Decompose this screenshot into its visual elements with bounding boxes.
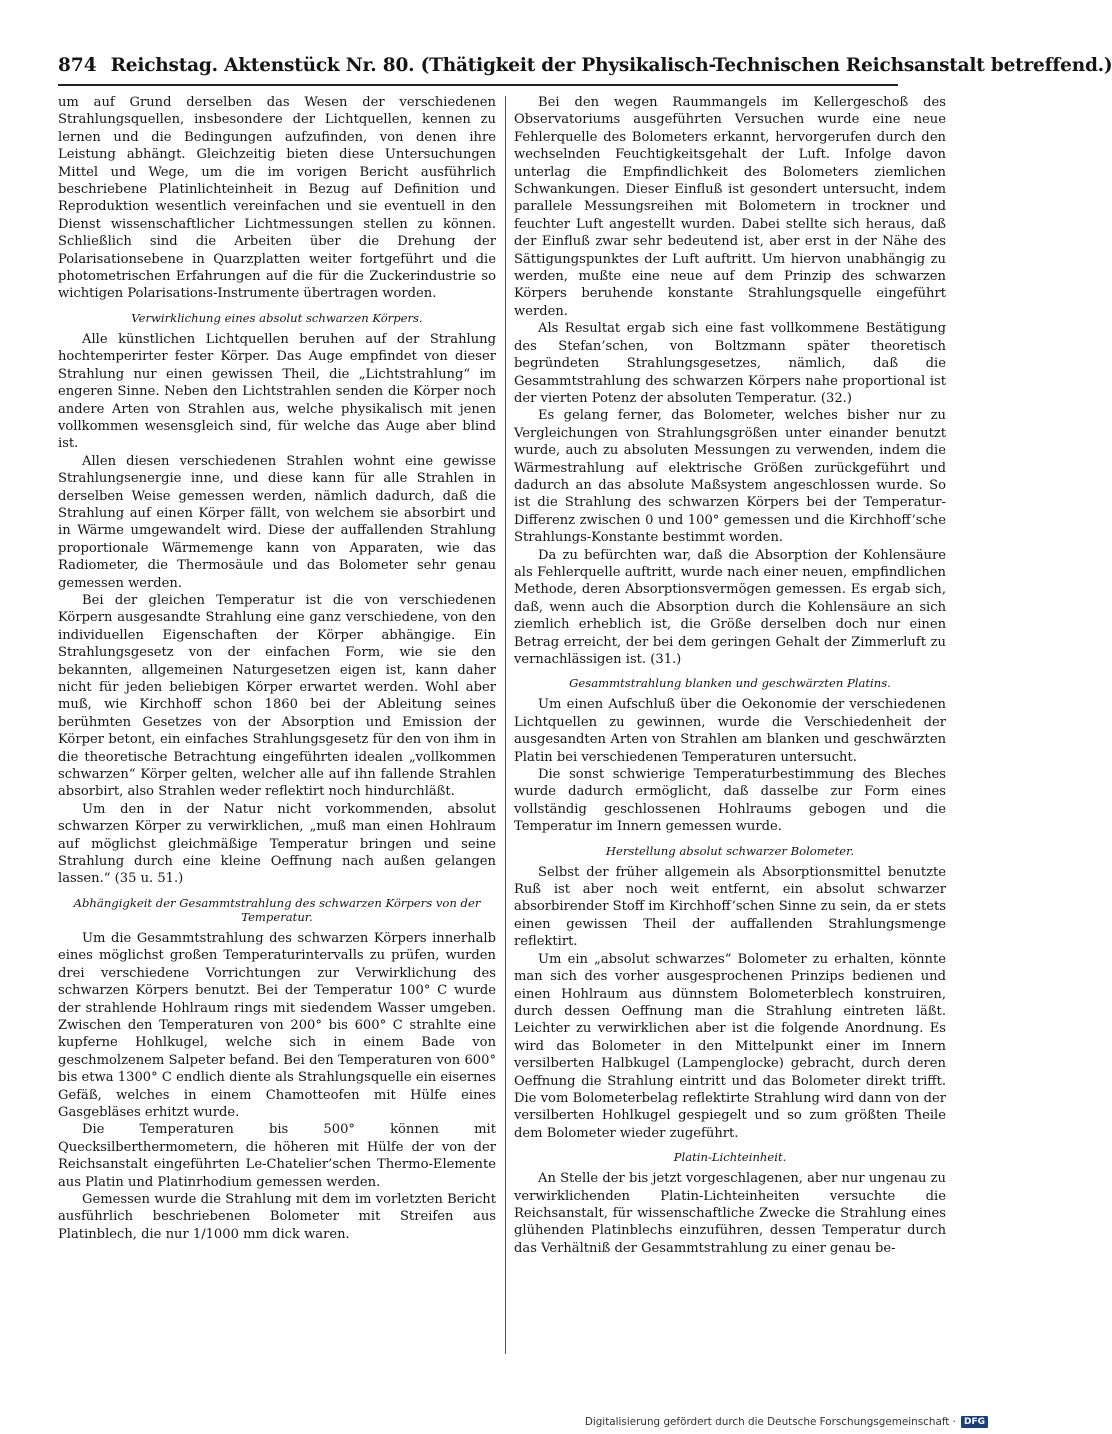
paragraph: Gemessen wurde die Strahlung mit dem im vorletzten Bericht ausführlich beschriebenen Bolometer mit Streifen aus Platinblech, die nur 1/1000 mm dick waren. (58, 1191, 496, 1242)
paragraph: Um den in der Natur nicht vorkommenden, absolut schwarzen Körper zu verwirklichen, „muß man einen Hohlraum auf möglichst gleichmäßige Temperatur bringen und seine Strahlung durch eine kleine Oeffnung nach außen gelangen lassen.“ (35 u. 51.) (58, 801, 496, 887)
paragraph: Bei den wegen Raummangels im Kellergeschoß des Observatoriums ausgeführten Versuchen wurde eine neue Fehlerquelle des Bolometers erkannt, hervorgerufen durch den wechselnden Feuchtigkeitsgehalt der Luft. Infolge davon unterlag die Empfindlichkeit des Bolometers ziemlichen Schwankungen. Dieser Einfluß ist gesondert untersucht, indem parallele Messungsreihen mit Bolometern in trockner und feuchter Luft angestellt wurden. Dabei stellte sich heraus, daß der Einfluß zwar sehr bedeutend ist, aber erst in der Nähe des Sättigungspunktes der Luft auftritt. Um hiervon unabhängig zu werden, mußte eine neue auf dem Prinzip des schwarzen Körpers beruhende konstante Strahlungsquelle eingeführt werden. (514, 95, 946, 319)
section-heading: Verwirklichung eines absolut schwarzen Körpers. (131, 310, 423, 325)
paragraph: Selbst der früher allgemein als Absorptionsmittel benutzte Ruß ist aber noch weit entfernt, ein absolut schwarzer absorbirender Stoff im Kirchhoff’schen Sinne zu sein, da er stets einen gewissen Theil der auffallenden Strahlungsmenge reflektirt. (514, 864, 946, 950)
running-header (58, 46, 1112, 86)
right-column (514, 94, 946, 1358)
paragraph: Um ein „absolut schwarzes“ Bolometer zu erhalten, könnte man sich des vorher ausgesprochenen Prinzips bedienen und einen Hohlraum aus dünnstem Bolometerblech konstruiren, durch dessen Oeffnung man die Strahlung eintreten läßt. Leichter zu verwirklichen aber ist die folgende Anordnung. Es wird das Bolometer in den Mittelpunkt einer im Innern versilberten Halbkugel (Lampenglocke) gebracht, durch deren Oeffnung die Strahlung eintritt und das Bolometer direkt trifft. Die vom Bolometerbelag reflektirte Strahlung wird dann von der versilberten Hohlkugel gespiegelt und so zum größten Theile dem Bolometer wieder zugeführt. (514, 951, 946, 1141)
paragraph: Es gelang ferner, das Bolometer, welches bisher nur zu Vergleichungen von Strahlungsgrößen unter einander benutzt wurde, auch zu absoluten Messungen zu verwenden, indem die Wärmestrahlung auf elektrische Größen zurückgeführt und dadurch an das absolute Maßsystem angeschlossen wurde. So ist die Strahlung des schwarzen Körpers bei der Temperatur-Differenz zwischen 0 und 100° gemessen und die Kirchhoff’sche Strahlungs-Konstante bestimmt worden. (514, 408, 946, 546)
paragraph: An Stelle der bis jetzt vorgeschlagenen, aber nur ungenau zu verwirklichenden Platin-Lichteinheiten versuchte die Reichsanstalt, für wissenschaftliche Zwecke die Strahlung eines glühenden Platinblechs einzuführen, dessen Temperatur durch das Verhältniß der Gesammtstrahlung zu einer genau be- (514, 1171, 946, 1256)
footer-credit: Digitalisierung gefördert durch die Deutsche Forschungsgemeinschaft · (584, 1416, 956, 1428)
section-heading: Gesammtstrahlung blanken und geschwärzten Platins. (569, 676, 891, 691)
section-heading: Herstellung absolut schwarzer Bolometer. (605, 843, 855, 858)
dfg-logo: DFG (961, 1416, 988, 1428)
paragraph: Als Resultat ergab sich eine fast vollkommene Bestätigung des Stefan’schen, von Boltzmann später theoretisch begründeten Strahlungsgesetzes, nämlich, daß die Gesammtstrahlung des schwarzen Körpers nahe proportional ist der vierten Potenz der absoluten Temperatur. (32.) (514, 321, 946, 406)
page-number: 874 (58, 54, 97, 76)
section-heading: Abhängigkeit der Gesammtstrahlung des schwarzen Körpers von der Temperatur. (73, 895, 481, 924)
paragraph: Alle künstlichen Lichtquellen beruhen auf der Strahlung hochtemperirter fester Körper. Das Auge empfindet von dieser Strahlung nur einen gewissen Theil, die „Lichtstrahlung“ im engeren Sinne. Neben den Lichtstrahlen senden die Körper noch andere Arten von Strahlen aus, welche physikalisch mit jenen vollkommen wesensgleich sind, für welche das Auge aber blind ist. (58, 331, 496, 452)
paragraph: Bei der gleichen Temperatur ist die von verschiedenen Körpern ausgesandte Strahlung eine ganz verschiedene, von den individuellen Eigenschaften der Körper abhängige. Ein Strahlungsgesetz von der einfachen Form, wie sie den bekannten, allgemeinen Naturgesetzen eigen ist, kann daher nicht für jeden beliebigen Körper erwartet werden. Wohl aber muß, wie Kirchhoff schon 1860 bei der Ableitung seines berühmten Gesetzes von der Absorption und Emission der Körper betont, ein einfaches Strahlungsgesetz für den von ihm in die theoretische Betrachtung eingeführten idealen „vollkommen schwarzen“ Körper gelten, welcher alle auf ihn fallende Strahlen absorbirt, also Strahlen weder reflektirt noch hindurchläßt. (58, 592, 496, 800)
paragraph: Da zu befürchten war, daß die Absorption der Kohlensäure als Fehlerquelle auftritt, wurde nach einer neuen, empfindlichen Methode, deren Absorptionsvermögen gemessen. Es ergab sich, daß, wenn auch die Absorption durch die Kohlensäure an sich ziemlich erheblich ist, die Größe derselben doch nur einen Betrag erreicht, der bei dem geringen Gehalt der Zimmerluft zu vernachlässigen ist. (31.) (514, 547, 946, 667)
paragraph: Um die Gesammtstrahlung des schwarzen Körpers innerhalb eines möglichst großen Temperaturintervalls zu prüfen, wurden drei verschiedene Vorrichtungen zur Verwirklichung des schwarzen Körpers benutzt. Bei der Temperatur 100° C wurde der strahlende Hohlraum rings mit siedendem Wasser umgeben. Zwischen den Temperaturen von 200° bis 600° C strahlte eine kupferne Hohlkugel, welche sich in einem Bade von geschmolzenem Salpeter befand. Bei den Temperaturen von 600° bis etwa 1300° C endlich diente als Strahlungsquelle ein eisernes Gefäß, welches in einem Chamotteofen mit Hülfe eines Gasgebläses erhitzt wurde. (58, 930, 496, 1120)
column-divider (505, 96, 506, 1354)
running-title: Reichstag. Aktenstück Nr. 80. (Thätigkeit der Physikalisch-Technischen Reichsanstalt betreffend.) (110, 54, 1112, 76)
footer (584, 1414, 988, 1430)
paragraph: um auf Grund derselben das Wesen der verschiedenen Strahlungsquellen, insbesondere der Lichtquellen, kennen zu lernen und die Bedingungen aufzufinden, von denen ihre Leistung abhängt. Gleichzeitig bieten diese Untersuchungen Mittel und Wege, um die im vorigen Bericht ausführlich beschriebene Platinlichteinheit in Bezug auf Definition und Reproduktion wesentlich vereinfachen und sie eventuell in den Dienst wissenschaftlicher Lichtmessungen stellen zu können. Schließlich sind die Arbeiten über die Drehung der Polarisationsebene in Quarzplatten weiter fortgeführt und die photometrischen Erfahrungen auf die für die Zuckerindustrie so wichtigen Polarisations-Instrumente übertragen worden. (58, 95, 496, 302)
paragraph: Allen diesen verschiedenen Strahlen wohnt eine gewisse Strahlungsenergie inne, und diese kann für alle Strahlen in derselben Weise gemessen werden, nämlich dadurch, daß die Strahlung auf einen Körper fällt, von welchem sie absorbirt und in Wärme umgewandelt wird. Diese der auffallenden Strahlung proportionale Wärmemenge kann von Apparaten, wie das Radiometer, die Thermosäule und das Bolometer sehr genau gemessen werden. (58, 453, 496, 591)
section-heading: Platin-Lichteinheit. (673, 1150, 787, 1165)
paragraph: Die Temperaturen bis 500° können mit Quecksilberthermometern, die höheren mit Hülfe der von der Reichsanstalt eingeführten Le-Chatelier’schen Thermo-Elemente aus Platin und Platinrhodium gemessen werden. (58, 1122, 496, 1190)
paragraph: Um einen Aufschluß über die Oekonomie der verschiedenen Lichtquellen zu gewinnen, wurde die Verschiedenheit der ausgesandten Arten von Strahlen am blanken und geschwärzten Platin bei verschiedenen Temperaturen untersucht. (514, 697, 946, 765)
left-column (58, 94, 496, 1358)
paragraph: Die sonst schwierige Temperaturbestimmung des Bleches wurde dadurch ermöglicht, daß dasselbe zur Form eines vollständig geschlossenen Hohlraums gebogen und die Temperatur im Innern gemessen wurde. (514, 767, 946, 835)
